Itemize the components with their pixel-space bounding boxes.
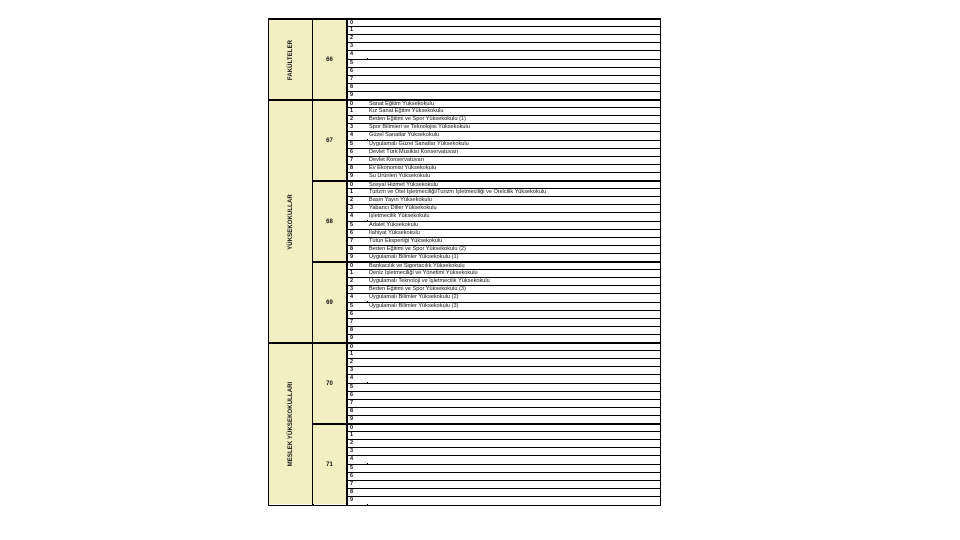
group-code: 66 xyxy=(313,18,346,99)
group-code: 67 xyxy=(313,99,346,180)
table-row xyxy=(348,245,660,253)
table-row xyxy=(348,455,660,463)
row-index: 1 xyxy=(348,432,369,439)
table-row xyxy=(348,99,660,107)
table-row xyxy=(348,18,660,26)
row-index: 4 xyxy=(348,375,369,382)
group-code: 69 xyxy=(313,261,346,342)
row-index: 9 xyxy=(348,92,369,99)
row-name: Uygulamalı Güzel Sanatlar Yüksekokulu xyxy=(369,140,469,147)
table-row xyxy=(348,399,660,407)
row-name: Uygulamalı Bilimler Yüksekokulu (3) xyxy=(369,302,459,309)
row-index: 8 xyxy=(348,489,369,496)
row-index: 2 xyxy=(348,197,369,204)
table-row xyxy=(348,407,660,415)
row-index: 9 xyxy=(348,173,369,180)
table-row xyxy=(348,488,660,496)
row-name: Deniz İşletmeciliği ve Yönetimi Yüksekokulu xyxy=(369,270,478,277)
row-index: 6 xyxy=(348,149,369,156)
row-index: 3 xyxy=(348,367,369,374)
category-meslek xyxy=(269,342,312,504)
row-name xyxy=(369,456,658,463)
table-row xyxy=(348,91,660,99)
row-name xyxy=(369,392,658,399)
row-name xyxy=(369,367,658,374)
row-name: Uygulamalı Teknoloji ve İşletmecilik Yüksekokulu xyxy=(369,278,490,285)
table-row xyxy=(348,415,660,423)
row-name xyxy=(369,335,658,342)
row-name xyxy=(369,400,658,407)
row-index: 2 xyxy=(348,359,369,366)
category-column xyxy=(269,18,314,505)
row-index: 7 xyxy=(348,481,369,488)
table-row xyxy=(348,423,660,431)
row-index: 5 xyxy=(348,222,369,229)
table-row xyxy=(348,140,660,148)
table-row xyxy=(348,229,660,237)
table-row xyxy=(348,358,660,366)
table-row xyxy=(348,334,660,342)
row-index: 2 xyxy=(348,35,369,42)
table-row xyxy=(348,180,660,188)
category-label: FAKÜLTELER xyxy=(287,39,294,80)
table-row xyxy=(348,115,660,123)
table-row xyxy=(348,253,660,261)
row-name: Devlet Konservatuvarı xyxy=(369,156,425,163)
row-index: 5 xyxy=(348,60,369,67)
row-name: Beden Eğitimi ve Spor Yüksekokulu (2) xyxy=(369,245,466,252)
row-name xyxy=(369,359,658,366)
row-index: 6 xyxy=(348,311,369,318)
row-index: 4 xyxy=(348,456,369,463)
row-name xyxy=(369,60,658,67)
table-row xyxy=(348,391,660,399)
row-name xyxy=(369,465,658,472)
row-name xyxy=(369,35,658,42)
row-name: Tütün Eksperliği Yüksekokulu xyxy=(369,237,443,244)
table-row xyxy=(348,26,660,34)
table-row xyxy=(348,148,660,156)
row-index: 4 xyxy=(348,213,369,220)
row-index: 0 xyxy=(348,344,369,350)
table-row xyxy=(348,464,660,472)
table-row xyxy=(348,164,660,172)
table-row xyxy=(348,285,660,293)
category-label: YÜKSEKOKULLAR xyxy=(287,193,294,250)
category-label: MESLEK YÜKSEKOKULLARI xyxy=(287,381,294,467)
row-name xyxy=(369,497,658,504)
row-name xyxy=(369,432,658,439)
code-table xyxy=(268,18,661,506)
row-name xyxy=(369,481,658,488)
table-row xyxy=(348,374,660,382)
table-row xyxy=(348,83,660,91)
row-index: 1 xyxy=(348,351,369,358)
table-row xyxy=(348,221,660,229)
row-name xyxy=(369,351,658,358)
row-index: 8 xyxy=(348,84,369,91)
table-row xyxy=(348,447,660,455)
table-row xyxy=(348,326,660,334)
row-index: 4 xyxy=(348,132,369,139)
row-name: Sosyal Hizmet Yüksekokulu xyxy=(369,182,438,188)
row-index: 1 xyxy=(348,270,369,277)
table-row xyxy=(348,188,660,196)
row-name: Ev Ekonomisi Yüksekokulu xyxy=(369,164,437,171)
row-name: İlahiyat Yüksekokulu xyxy=(369,229,420,236)
row-name xyxy=(369,408,658,415)
row-index: 2 xyxy=(348,440,369,447)
table-row xyxy=(348,67,660,75)
row-index: 9 xyxy=(348,416,369,423)
row-index: 5 xyxy=(348,465,369,472)
table-row xyxy=(348,59,660,67)
code-column xyxy=(313,18,348,505)
row-index: 5 xyxy=(348,141,369,148)
row-index: 0 xyxy=(348,20,369,26)
row-name: Uygulamalı Bilimler Yüksekokulu (1) xyxy=(369,253,459,260)
row-name xyxy=(369,327,658,334)
row-name xyxy=(369,27,658,34)
table-row xyxy=(348,277,660,285)
row-name: İşletmecilik Yüksekokulu xyxy=(369,213,430,220)
table-row xyxy=(348,172,660,180)
table-row xyxy=(348,480,660,488)
row-index: 9 xyxy=(348,497,369,504)
row-name: Beden Eğitimi ve Spor Yüksekokulu (3) xyxy=(369,286,466,293)
row-index: 3 xyxy=(348,124,369,131)
row-index: 7 xyxy=(348,319,369,326)
row-index: 8 xyxy=(348,246,369,253)
row-index: 9 xyxy=(348,254,369,261)
row-name: Su Ürünleri Yüksekokulu xyxy=(369,172,431,179)
row-name xyxy=(369,319,658,326)
table-row xyxy=(348,366,660,374)
row-index: 4 xyxy=(348,294,369,301)
row-name: Turizm ve Otel İşletmeciliği/Turizm İşletmeciliği ve Otelcilik Yüksekokulu xyxy=(369,189,547,196)
row-name: Basın Yayın Yüksekokulu xyxy=(369,197,432,204)
table-row xyxy=(348,123,660,131)
row-index: 0 xyxy=(348,263,369,269)
row-name xyxy=(369,84,658,91)
row-index: 6 xyxy=(348,473,369,480)
row-name: Spor Bilimleri ve Teknolojisi Yüksekokulu xyxy=(369,124,470,131)
table-row xyxy=(348,196,660,204)
row-index: 1 xyxy=(348,108,369,115)
table-row xyxy=(348,496,660,504)
row-index: 3 xyxy=(348,43,369,50)
category-fakulteler xyxy=(269,18,312,99)
row-name: Beden Eğitimi ve Spor Yüksekokulu (1) xyxy=(369,116,466,123)
row-index: 6 xyxy=(348,68,369,75)
table-row xyxy=(348,107,660,115)
row-name xyxy=(369,92,658,99)
table-row xyxy=(348,261,660,269)
table-row xyxy=(348,212,660,220)
row-index: 1 xyxy=(348,27,369,34)
row-name: Yabancı Diller Yüksekokulu xyxy=(369,205,437,212)
row-index: 2 xyxy=(348,278,369,285)
row-name: Sanat Eğitim Yüksekokulu xyxy=(369,101,434,107)
table-row xyxy=(348,342,660,350)
row-index: 0 xyxy=(348,182,369,188)
row-index: 7 xyxy=(348,157,369,164)
table-row xyxy=(348,439,660,447)
row-index: 8 xyxy=(348,327,369,334)
row-index: 5 xyxy=(348,384,369,391)
row-index: 2 xyxy=(348,116,369,123)
row-index: 5 xyxy=(348,303,369,310)
table-row xyxy=(348,34,660,42)
row-name xyxy=(369,76,658,83)
table-row xyxy=(348,293,660,301)
row-name: Bankacılık ve Sigortacılık Yüksekokulu xyxy=(369,263,465,269)
row-index: 3 xyxy=(348,205,369,212)
table-row xyxy=(348,318,660,326)
row-index: 6 xyxy=(348,392,369,399)
table-row xyxy=(348,302,660,310)
table-row xyxy=(348,237,660,245)
row-index: 0 xyxy=(348,425,369,431)
table-row xyxy=(348,350,660,358)
row-name xyxy=(369,51,658,58)
row-name xyxy=(369,489,658,496)
table-row xyxy=(348,156,660,164)
group-code: 68 xyxy=(313,180,346,261)
row-index: 7 xyxy=(348,400,369,407)
row-name: Uygulamalı Bilimler Yüksekokulu (2) xyxy=(369,294,459,301)
category-yuksekokullar xyxy=(269,99,312,342)
table-row xyxy=(348,431,660,439)
table-row xyxy=(348,42,660,50)
table-row xyxy=(348,310,660,318)
row-index: 8 xyxy=(348,408,369,415)
row-name: Kız Sanat Eğitim Yüksekokulu xyxy=(369,108,444,115)
table-row xyxy=(348,204,660,212)
row-index: 6 xyxy=(348,230,369,237)
row-index: 8 xyxy=(348,165,369,172)
table-row xyxy=(348,131,660,139)
row-index: 3 xyxy=(348,448,369,455)
row-name xyxy=(369,375,658,382)
group-code: 71 xyxy=(313,423,346,504)
table-row xyxy=(348,472,660,480)
row-name xyxy=(369,473,658,480)
row-name xyxy=(369,68,658,75)
table-row xyxy=(348,269,660,277)
row-index: 7 xyxy=(348,238,369,245)
table-row xyxy=(348,50,660,58)
row-name xyxy=(369,416,658,423)
row-index: 4 xyxy=(348,51,369,58)
row-name xyxy=(369,448,658,455)
row-name xyxy=(369,440,658,447)
row-name: Güzel Sanatlar Yüksekokulu xyxy=(369,132,440,139)
row-name xyxy=(369,311,658,318)
table-row xyxy=(348,383,660,391)
row-index: 9 xyxy=(348,335,369,342)
row-name: Adalet Yüksekokulu xyxy=(369,221,419,228)
row-index: 0 xyxy=(348,101,369,107)
row-index: 7 xyxy=(348,76,369,83)
row-name xyxy=(369,384,658,391)
row-name xyxy=(369,43,658,50)
table-row xyxy=(348,75,660,83)
group-code: 70 xyxy=(313,342,346,423)
row-index: 3 xyxy=(348,286,369,293)
row-index: 1 xyxy=(348,189,369,196)
row-name: Devlet Türk Musikisi Konservatuvarı xyxy=(369,148,459,155)
